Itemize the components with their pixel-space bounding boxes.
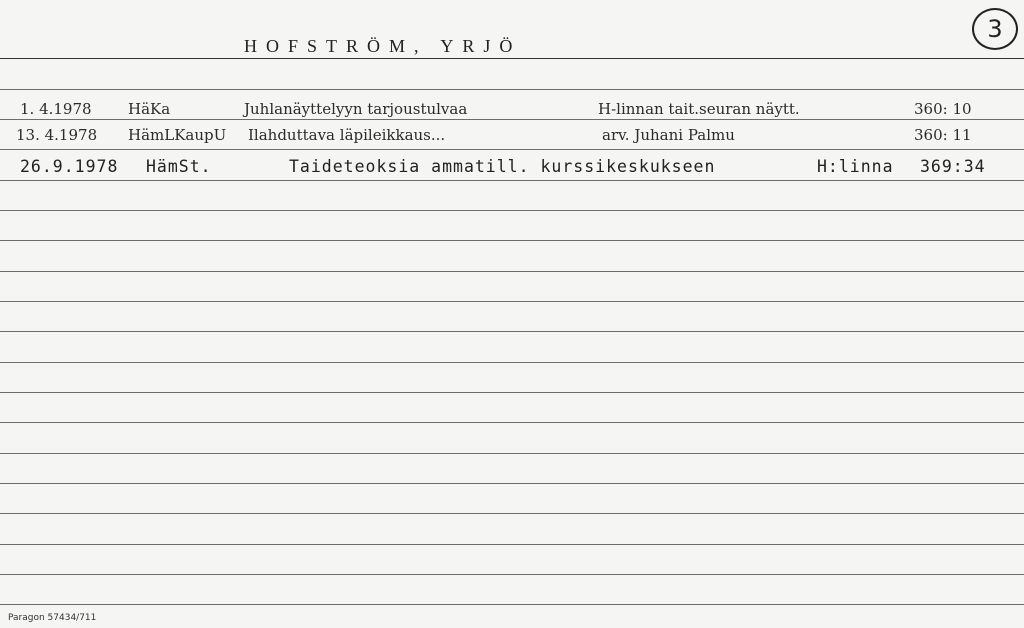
entry-subject: Taideteoksia ammatill. kurssikeskukseen	[289, 157, 716, 176]
ruled-line	[0, 604, 1024, 605]
ruled-line	[0, 149, 1024, 150]
entry-date: 26.9.1978	[20, 157, 119, 176]
ruled-line	[0, 544, 1024, 545]
ruled-line	[0, 392, 1024, 393]
entry-subject: Juhlanäyttelyyn tarjoustulvaa	[244, 100, 468, 118]
entry-source: HämSt.	[146, 157, 212, 176]
ruled-line	[0, 119, 1024, 120]
entry-date: 13. 4.1978	[16, 126, 98, 144]
entry-note: H-linnan tait.seuran näytt.	[598, 100, 800, 118]
ruled-line	[0, 574, 1024, 575]
ruled-line	[0, 453, 1024, 454]
ruled-line	[0, 180, 1024, 181]
ruled-line	[0, 331, 1024, 332]
ruled-line	[0, 271, 1024, 272]
entry-ref: 369:34	[920, 157, 986, 176]
entry-subject: Ilahduttava läpileikkaus...	[248, 126, 446, 144]
ruled-line	[0, 210, 1024, 211]
entry-source: HäKa	[128, 100, 171, 118]
entry-note: arv. Juhani Palmu	[602, 126, 735, 144]
card-title: HOFSTRÖM, YRJÖ	[244, 36, 522, 56]
entry-ref: 360: 10	[914, 100, 972, 118]
ruled-line	[0, 483, 1024, 484]
entry-note: H:linna	[817, 157, 894, 176]
entry-source: HämLKaupU	[128, 126, 227, 144]
ruled-line	[0, 513, 1024, 514]
ruled-line	[0, 362, 1024, 363]
card-number: 3	[987, 15, 1003, 43]
ruled-line	[0, 422, 1024, 423]
ruled-line	[0, 89, 1024, 90]
ruled-line	[0, 301, 1024, 302]
entry-ref: 360: 11	[914, 126, 972, 144]
ruled-line	[0, 240, 1024, 241]
header-rule	[0, 58, 1024, 59]
entry-date: 1. 4.1978	[20, 100, 92, 118]
card-number-circle	[972, 8, 1018, 50]
card-footer-imprint: Paragon 57434/711	[8, 613, 97, 623]
